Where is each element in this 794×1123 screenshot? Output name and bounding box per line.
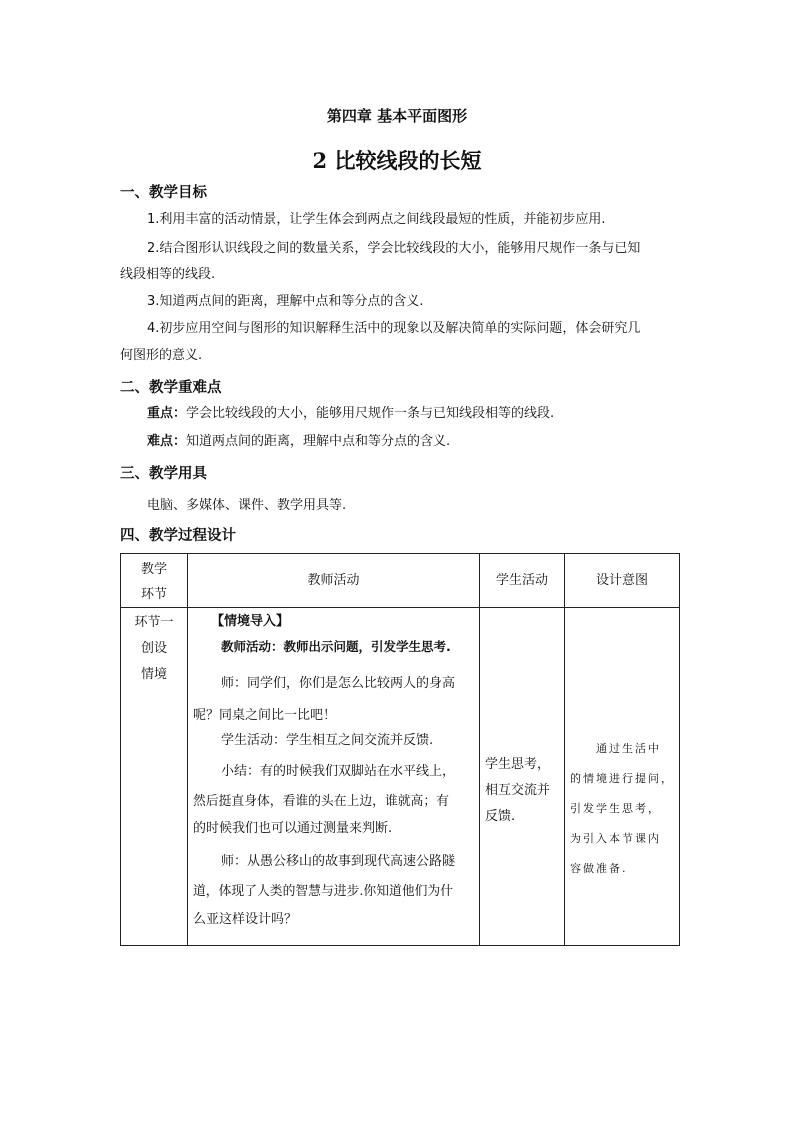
goal-item-4: 4.初步应用空间与图形的知识解释生活中的现象以及解决简单的实际问题，体会研究几 [147,321,641,336]
section-heading-goals: 一、教学目标 [120,185,207,201]
difficult-point [147,433,687,451]
key-point-label: 重点： [147,406,187,421]
table-header-intent: 设计意图 [595,573,648,588]
goal-item-4-cont: 何图形的意义. [120,348,203,363]
table-header-teacher: 教师活动 [307,573,360,588]
teacher-line: 教师活动：教师出示问题，引发学生思考. [221,639,451,654]
difficult-point-text: 知道两点间的距离，理解中点和等分点的含义. [186,434,451,449]
goal-item-2: 2.结合图形认识线段之间的数量关系，学会比较线段的大小，能够用尺规作一条与已知 [147,241,641,256]
stage-line: 环节一 [134,615,174,630]
teacher-line: 学生活动：学生相互之间交流并反馈. [221,733,434,748]
teacher-line: 然后挺直身体，看谁的头在上边，谁就高；有 [193,794,449,809]
intent-line: 的情境进行提问， [570,772,674,785]
header-stage-line: 环节 [140,587,167,602]
stage-line: 创设 [140,641,167,656]
section-heading-process: 四、教学过程设计 [120,528,236,544]
chapter-title: 第四章 基本平面图形 [326,107,468,125]
table-divider [564,554,565,945]
section-heading-key-points: 二、教学重难点 [120,380,222,396]
process-table [120,553,680,946]
teacher-line: 的时候我们也可以通过测量来判断. [193,821,393,836]
tools-text: 电脑、多媒体、课件、教学用具等. [147,498,347,513]
table-divider [187,554,188,945]
goal-item-1: 1.利用丰富的活动情景，让学生体会到两点之间线段最短的性质，并能初步应用. [147,212,606,227]
design-intent-cell [570,734,678,884]
goal-item-2-cont: 线段相等的线段. [120,267,216,282]
intent-line: 通过生活中 [596,742,661,755]
table-divider [121,607,679,608]
intent-line: 为引入本节课内 [570,832,661,845]
table-divider [479,554,480,945]
teacher-line: 小结：有的时候我们双脚站在水平线上， [221,764,456,779]
lesson-title: 2 比较线段的长短 [312,148,482,173]
student-line: 学生思考， [485,757,551,772]
key-point [147,405,687,423]
table-header-student: 学生活动 [495,573,548,588]
key-point-text: 学会比较线段的大小，能够用尺规作一条与已知线段相等的线段. [186,406,555,421]
section-heading-tools: 三、教学用具 [120,466,207,482]
teacher-line: 呢？同桌之间比一比吧！ [193,708,337,723]
teacher-line: 么亚这样设计吗？ [193,912,298,927]
intent-line: 容做准备. [570,862,628,875]
teacher-line: 师：从愚公移山的故事到现代高速公路隧 [221,854,456,869]
header-stage-line: 教学 [140,562,167,577]
intent-line: 引发学生思考， [570,802,661,815]
student-line: 反馈. [485,809,516,824]
table-header-stage [121,558,187,602]
student-activity-cell [485,752,563,830]
stage-line: 情境 [140,667,167,682]
difficult-point-label: 难点： [147,434,187,449]
teacher-line: 【情境导入】 [211,614,290,629]
goal-item-3: 3.知道两点间的距离，理解中点和等分点的含义. [147,294,424,309]
student-line: 相互交流并 [485,783,551,798]
teacher-line: 师：同学们，你们是怎么比较两人的身高 [221,676,456,691]
teacher-line: 道，体现了人类的智慧与进步.你知道他们为什 [193,884,454,899]
stage-cell [121,610,187,688]
